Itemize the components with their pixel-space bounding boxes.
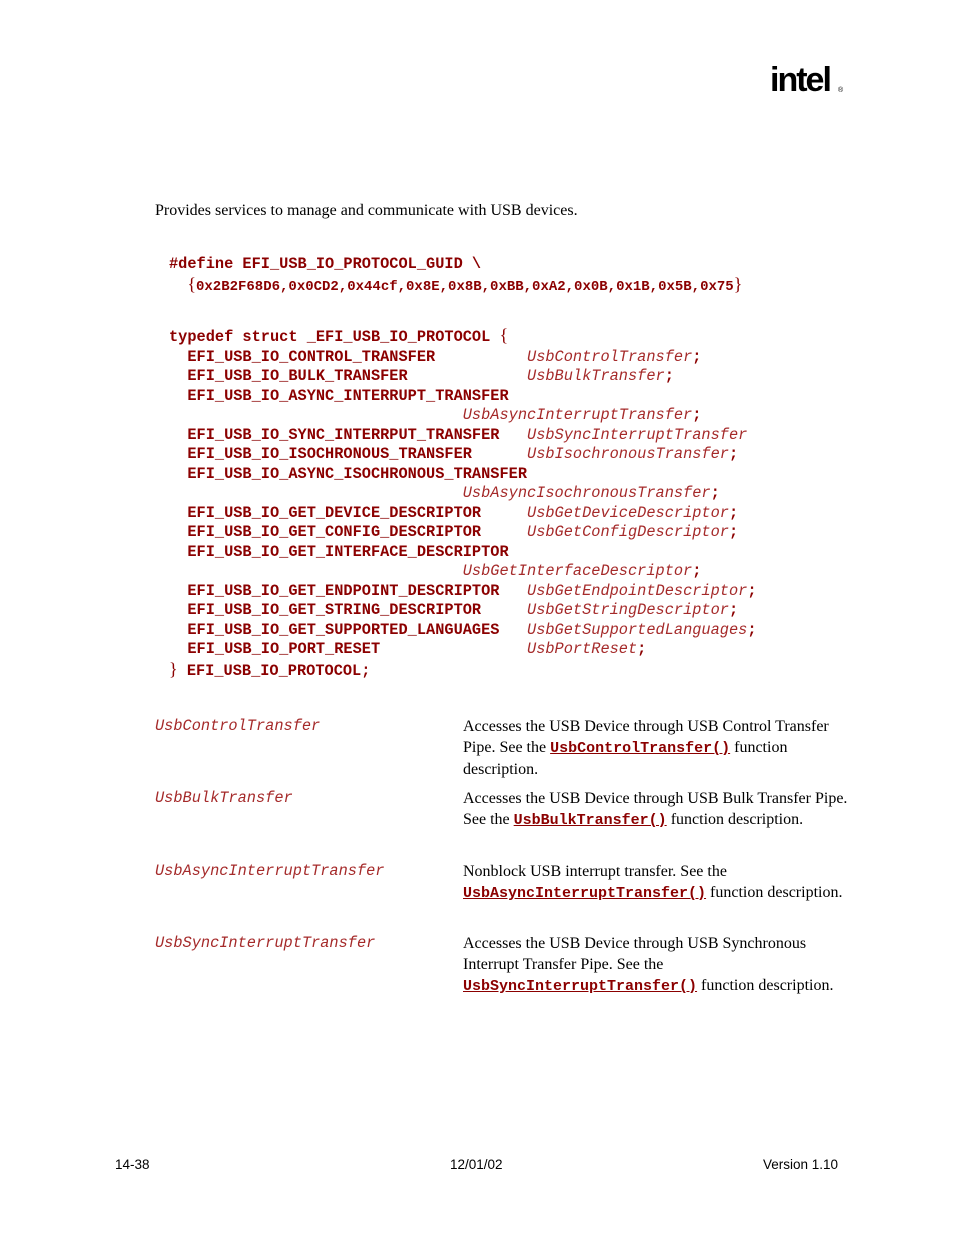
param-desc-trail: function description.	[706, 884, 843, 901]
intel-logo-text: intel	[770, 61, 830, 99]
guid-close-brace: }	[733, 273, 743, 294]
struct-member-name: UsbSyncInterruptTransfer	[527, 425, 748, 444]
struct-member-terminator: ;	[692, 347, 702, 366]
struct-tail: EFI_USB_IO_PROTOCOL;	[177, 661, 371, 680]
struct-member-name: UsbControlTransfer	[527, 347, 693, 366]
guid-definition	[169, 255, 742, 297]
param-desc-usb-async-interrupt-transfer	[463, 861, 848, 904]
struct-member-type: EFI_USB_IO_GET_STRING_DESCRIPTOR	[187, 601, 482, 619]
param-name-usb-control-transfer: UsbControlTransfer	[155, 717, 321, 735]
struct-member-type: EFI_USB_IO_GET_INTERFACE_DESCRIPTOR	[187, 542, 509, 561]
struct-member-name: UsbIsochronousTransfer	[527, 445, 729, 463]
param-desc-lead: Accesses the USB Device through USB Bulk Transfer Pipe. See the	[463, 790, 848, 828]
guid-open-brace: {	[187, 273, 196, 294]
struct-member-type: EFI_USB_IO_GET_DEVICE_DESCRIPTOR	[187, 503, 482, 522]
struct-member-terminator: ;	[728, 445, 739, 463]
struct-member-type: EFI_USB_IO_GET_ENDPOINT_DESCRIPTOR	[187, 581, 500, 600]
param-desc-lead: Nonblock USB interrupt transfer. See the	[463, 863, 727, 880]
struct-member-name: UsbGetInterfaceDescriptor	[462, 562, 693, 580]
struct-member-terminator: ;	[710, 484, 720, 502]
struct-member-name: UsbGetConfigDescriptor	[527, 523, 729, 541]
struct-member-name: UsbPortReset	[527, 640, 638, 658]
usb-async-interrupt-transfer-link[interactable]: UsbAsyncInterruptTransfer()	[463, 885, 707, 902]
usb-bulk-transfer-link[interactable]: UsbBulkTransfer()	[513, 812, 667, 829]
struct-member-terminator: ;	[637, 640, 647, 658]
struct-open-brace: {	[499, 325, 509, 345]
struct-close-brace: }	[169, 658, 178, 679]
struct-member-terminator: ;	[728, 523, 739, 541]
param-desc-lead: Accesses the USB Device through USB Control Transfer Pipe. See the	[463, 718, 829, 756]
usb-control-transfer-link[interactable]: UsbControlTransfer()	[550, 740, 731, 757]
struct-member-type: EFI_USB_IO_GET_SUPPORTED_LANGUAGES	[187, 620, 500, 639]
protocol-struct	[169, 326, 757, 681]
param-desc-usb-control-transfer	[463, 716, 848, 780]
struct-member-name: UsbGetDeviceDescriptor	[527, 503, 729, 522]
param-desc-lead: Accesses the USB Device through USB Synchronous Interrupt Transfer Pipe. See the	[463, 935, 807, 973]
struct-member-name: UsbGetEndpointDescriptor	[527, 581, 748, 600]
param-name-usb-async-interrupt-transfer: UsbAsyncInterruptTransfer	[155, 862, 385, 880]
struct-member-terminator: ;	[692, 406, 702, 424]
usb-sync-interrupt-transfer-link[interactable]: UsbSyncInterruptTransfer()	[463, 978, 698, 995]
intro-text: Provides services to manage and communicate with USB devices.	[155, 202, 578, 219]
struct-member-type: EFI_USB_IO_CONTROL_TRANSFER	[187, 347, 436, 366]
param-name-usb-sync-interrupt-transfer: UsbSyncInterruptTransfer	[155, 934, 376, 952]
param-desc-trail: function description.	[666, 811, 804, 828]
param-name-usb-bulk-transfer: UsbBulkTransfer	[155, 789, 293, 807]
footer-version: Version 1.10	[763, 1157, 839, 1172]
struct-member-name: UsbAsyncInterruptTransfer	[462, 406, 693, 424]
struct-member-type: EFI_USB_IO_BULK_TRANSFER	[187, 367, 408, 385]
param-desc-usb-bulk-transfer	[463, 788, 848, 831]
struct-member-name: UsbGetStringDescriptor	[527, 601, 729, 619]
struct-member-name: UsbBulkTransfer	[527, 367, 665, 385]
struct-member-type: EFI_USB_IO_ISOCHRONOUS_TRANSFER	[187, 445, 472, 463]
guid-value: 0x2B2F68D6,0x0CD2,0x44cf,0x8E,0x8B,0xBB,0xA2,0x0B,0x1B,0x5B,0x75	[196, 278, 734, 295]
struct-member-type: EFI_USB_IO_PORT_RESET	[187, 640, 381, 658]
struct-member-name: UsbGetSupportedLanguages	[527, 620, 748, 639]
param-desc-trail: function description.	[697, 977, 834, 994]
struct-member-type: EFI_USB_IO_GET_CONFIG_DESCRIPTOR	[187, 523, 482, 541]
struct-member-name: UsbAsyncIsochronousTransfer	[462, 484, 711, 502]
struct-member-terminator: ;	[692, 562, 702, 580]
registered-mark: ®	[838, 87, 844, 94]
intel-logo	[768, 55, 848, 105]
page-number: 14-38	[115, 1157, 150, 1172]
guid-define-line: #define EFI_USB_IO_PROTOCOL_GUID \	[169, 255, 482, 273]
param-desc-usb-sync-interrupt-transfer	[463, 933, 848, 997]
struct-member-terminator: ;	[728, 503, 739, 522]
struct-member-terminator: ;	[728, 601, 739, 619]
struct-member-type: EFI_USB_IO_SYNC_INTERRPUT_TRANSFER	[187, 425, 500, 444]
struct-member-terminator: ;	[664, 367, 674, 385]
param-desc-trail: function description.	[463, 739, 788, 778]
struct-member-type: EFI_USB_IO_ASYNC_INTERRUPT_TRANSFER	[187, 386, 509, 405]
struct-head: typedef struct _EFI_USB_IO_PROTOCOL	[169, 328, 500, 346]
struct-member-terminator: ;	[747, 581, 757, 600]
footer-date: 12/01/02	[450, 1157, 503, 1172]
struct-member-type: EFI_USB_IO_ASYNC_ISOCHRONOUS_TRANSFER	[187, 464, 528, 483]
struct-member-terminator: ;	[747, 620, 757, 639]
